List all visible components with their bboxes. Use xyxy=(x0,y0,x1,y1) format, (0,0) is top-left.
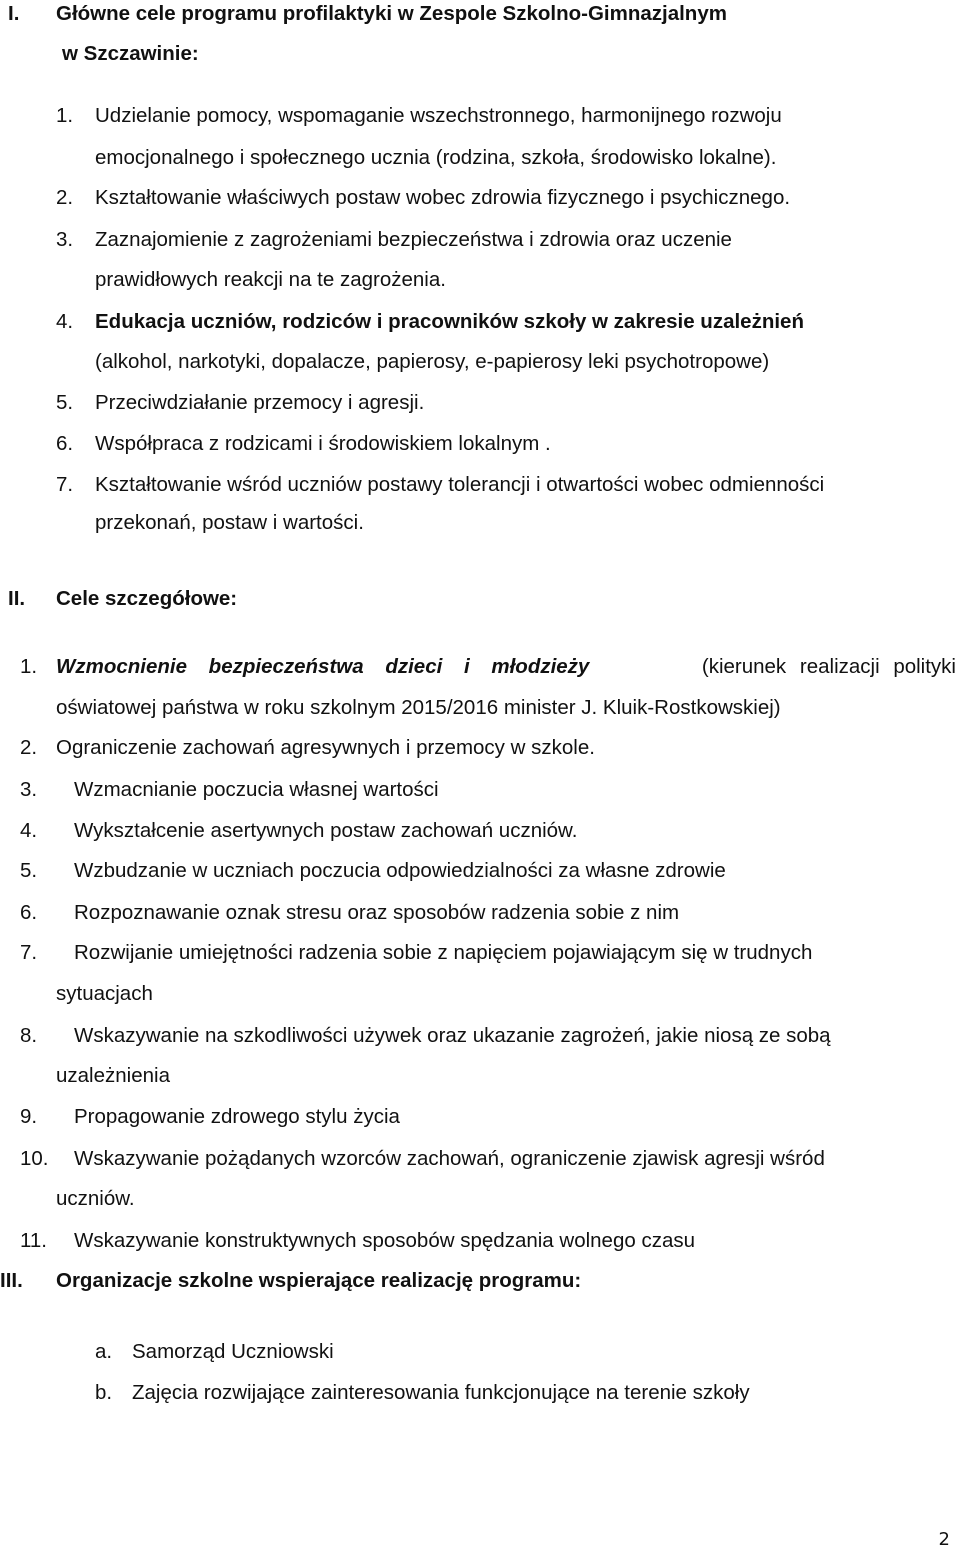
list-item-number: 8. xyxy=(20,1024,38,1047)
list-item-number: 2. xyxy=(20,736,38,759)
list-item-text: uzależnienia xyxy=(56,1064,170,1087)
list-item-text: Przeciwdziałanie przemocy i agresji. xyxy=(95,391,425,414)
list-item-text: Kształtowanie wśród uczniów postawy tolerancji i otwartości wobec odmienności xyxy=(95,473,825,496)
list-item-text-rest: (kierunek realizacji polityki xyxy=(701,655,956,678)
list-item-text: Wzbudzanie w uczniach poczucia odpowiedzialności za własne zdrowie xyxy=(74,859,726,882)
section-2-title: Cele szczegółowe: xyxy=(56,587,238,610)
list-item-number: 6. xyxy=(20,901,38,924)
list-item-text: sytuacjach xyxy=(56,982,153,1005)
list-item-number: 6. xyxy=(56,432,74,455)
list-item-number: 3. xyxy=(20,778,38,801)
section-2-numeral: II. xyxy=(8,587,26,610)
list-item-number: 11. xyxy=(20,1229,47,1252)
list-item-text: uczniów. xyxy=(56,1187,135,1210)
list-item-number: 5. xyxy=(20,859,38,882)
list-item-number: 9. xyxy=(20,1105,38,1128)
list-item-text-bold: Edukacja uczniów, rodziców i pracowników szkoły w zakresie uzależnień xyxy=(95,310,804,333)
page-number: 2 xyxy=(938,1529,950,1550)
list-item-text: Wskazywanie konstruktywnych sposobów spędzania wolnego czasu xyxy=(74,1229,696,1252)
list-item-text: (alkohol, narkotyki, dopalacze, papierosy, e-papierosy leki psychotropowe) xyxy=(95,350,770,373)
list-item-text: oświatowej państwa w roku szkolnym 2015/2016 minister J. Kluik-Rostkowskiej) xyxy=(56,696,781,719)
list-item-text: Ograniczenie zachowań agresywnych i przemocy w szkole. xyxy=(56,736,595,759)
list-item-text xyxy=(56,653,956,681)
list-item-number: 4. xyxy=(56,310,74,333)
list-item-number: 1. xyxy=(20,655,38,678)
list-item-text: emocjonalnego i społecznego ucznia (rodzina, szkoła, środowisko lokalne). xyxy=(95,146,777,169)
list-item-text: Udzielanie pomocy, wspomaganie wszechstronnego, harmonijnego rozwoju xyxy=(95,104,782,127)
list-item-text: Wzmacnianie poczucia własnej wartości xyxy=(74,778,439,801)
list-item-text: Zajęcia rozwijające zainteresowania funkcjonujące na terenie szkoły xyxy=(132,1381,750,1404)
list-item-number: 2. xyxy=(56,186,74,209)
list-item-text: Propagowanie zdrowego stylu życia xyxy=(74,1105,400,1128)
list-item-text: Kształtowanie właściwych postaw wobec zdrowia fizycznego i psychicznego. xyxy=(95,186,791,209)
list-item-number: 7. xyxy=(20,941,38,964)
list-item-number: 4. xyxy=(20,819,38,842)
list-item-text: prawidłowych reakcji na te zagrożenia. xyxy=(95,268,446,291)
list-item-number: 10. xyxy=(20,1147,49,1170)
section-3-numeral: III. xyxy=(0,1269,23,1292)
list-item-number: 7. xyxy=(56,473,74,496)
emphasis-text: Wzmocnienie bezpieczeństwa dzieci i młodzieży xyxy=(56,655,590,678)
list-item-text: Wykształcenie asertywnych postaw zachowań uczniów. xyxy=(74,819,578,842)
list-item-letter: b. xyxy=(95,1381,113,1404)
list-item-text: Rozwijanie umiejętności radzenia sobie z napięciem pojawiającym się w trudnych xyxy=(74,941,813,964)
emphasis-text xyxy=(56,653,688,681)
list-item-number: 5. xyxy=(56,391,74,414)
list-item-text: Wskazywanie pożądanych wzorców zachowań, ograniczenie zjawisk agresji wśród xyxy=(74,1147,825,1170)
list-item-text: przekonań, postaw i wartości. xyxy=(95,511,364,534)
list-item-number: 3. xyxy=(56,228,74,251)
list-item-text: Współpraca z rodzicami i środowiskiem lokalnym . xyxy=(95,432,551,455)
section-1-numeral: I. xyxy=(8,2,20,25)
list-item-number: 1. xyxy=(56,104,74,127)
list-item-letter: a. xyxy=(95,1340,113,1363)
list-item-text: Rozpoznawanie oznak stresu oraz sposobów radzenia sobie z nim xyxy=(74,901,680,924)
section-1-title-line-1: Główne cele programu profilaktyki w Zespole Szkolno-Gimnazjalnym xyxy=(56,2,727,25)
list-item-text: Wskazywanie na szkodliwości używek oraz ukazanie zagrożeń, jakie niosą ze sobą xyxy=(74,1024,831,1047)
section-1-title-line-2: w Szczawinie: xyxy=(62,42,199,65)
list-item-text: Samorząd Uczniowski xyxy=(132,1340,334,1363)
section-3-title: Organizacje szkolne wspierające realizację programu: xyxy=(56,1269,582,1292)
list-item-text: Zaznajomienie z zagrożeniami bezpieczeństwa i zdrowia oraz uczenie xyxy=(95,228,732,251)
